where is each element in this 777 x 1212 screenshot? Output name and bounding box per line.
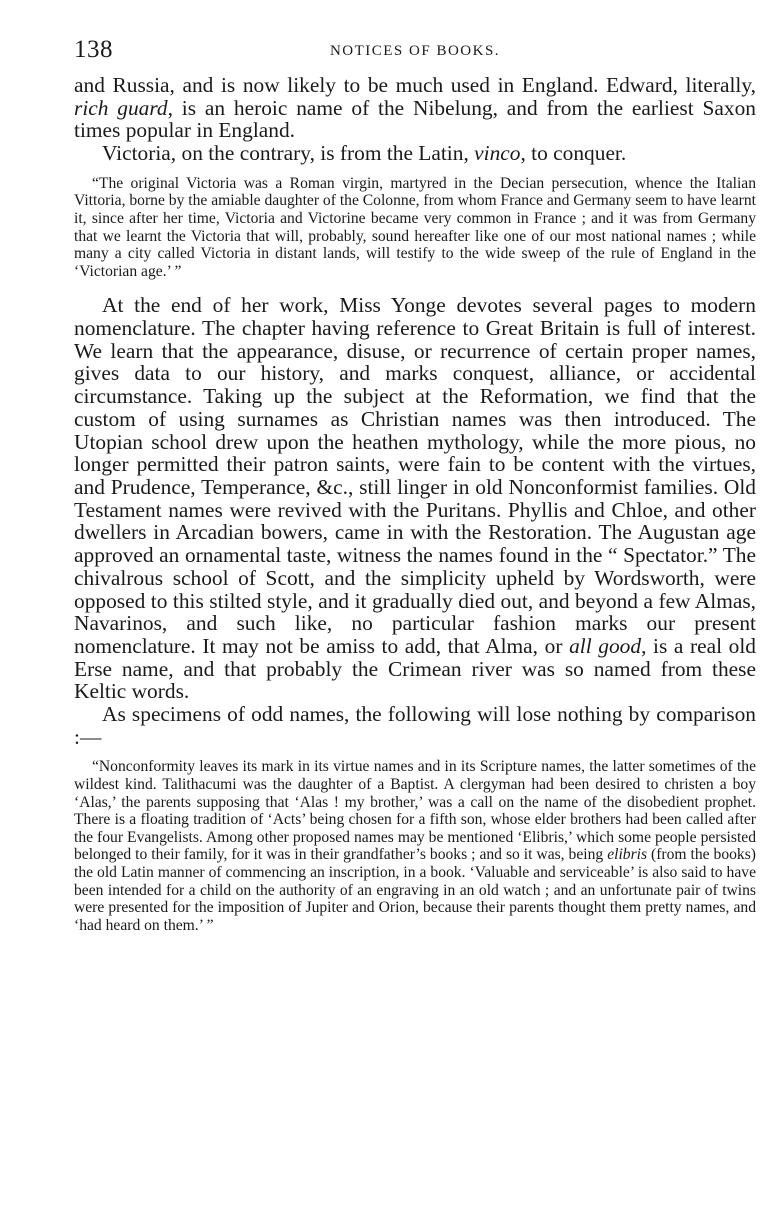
paragraph-odd-names: As specimens of odd names, the following will lose nothing by comparison :—	[74, 702, 756, 749]
book-page	[74, 36, 756, 946]
running-title: NOTICES OF BOOKS.	[329, 43, 501, 59]
running-head	[74, 36, 756, 66]
paragraph-nomenclature: At the end of her work, Miss Yonge devotes several pages to modern nomenclature. The chapter having reference to Great Britain is full of interest. We learn that the appearance, disuse, or recurrence of certain proper names, gives data to our history, and marks conquest, alliance, or accidental circumstance. Taking up the subject at the Reformation, we find that the custom of using surnames as Christian names was then introduced. The Utopian school drew upon the heathen mythology, while the more pious, no longer permitted their patron saints, were fain to be content with the virtues, and Prudence, Temperance, &c., still linger in old Nonconformist families. Old Testament names were revived with the Puritans. Phyllis and Chloe, and other dwellers in Arcadian bowers, came in with the Restoration. The Augustan age approved an ornamental taste, witness the names found in the “ Spectator.” The chivalrous school of Scott, and the simplicity upheld by Wordsworth, were opposed to this stilted style, and it gradually died out, and beyond a few Almas, Navarinos, and such like, no particular fashion marks our present nomenclature. It may not be amiss to add, that Alma, or all good, is a real old Erse name, and that probably the Crimean river was so named from these Keltic words.	[74, 293, 757, 704]
paragraph-russia-edward: and Russia, and is now likely to be much used in England. Edward, literally, rich guard, is an heroic name of the Nibelung, and from the earliest Saxon times popular in England.	[74, 73, 756, 143]
paragraph-victoria: Victoria, on the contrary, is from the Latin, vinco, to conquer.	[102, 141, 627, 166]
italic-vinco: vinco	[474, 141, 521, 166]
italic-rich-guard: rich guard	[74, 95, 168, 120]
page-number: 138	[74, 36, 113, 63]
italic-all-good: all good	[569, 633, 642, 658]
italic-elibris: elibris	[607, 846, 648, 864]
block-quote-nonconformity: “Nonconformity leaves its mark in its virtue names and in its Scripture names, the latter sometimes of the wildest kind. Talithacumi was the daughter of a Baptist. A clergyman had been desired to christen a boy ‘Alas,’ the parents supposing that ‘Alas ! my brother,’ was a call on the name of the disobedient prophet. There is a floating tradition of ‘Acts’ being chosen for a fifth son, whose elder brothers had been called after the four Evangelists. Among other proposed names may be mentioned ‘Elibris,’ which some people persisted belonged to their family, for it was in their grandfather’s books ; and so it was, being elibris (from the books) the old Latin manner of commencing an inscription, in a book. ‘Valuable and serviceable’ is also said to have been intended for a child on the authority of an engraving in an old watch ; and an unfortunate pair of twins were presented for the imposition of Jupiter and Orion, because their parents thought them pretty names, and ‘had heard on them.’ ”	[74, 758, 756, 934]
block-quote-victoria: “The original Victoria was a Roman virgin, martyred in the Decian persecution, whence the Italian Vittoria, borne by the amiable daughter of the Colonne, from whom France and Germany seem to have learnt it, since after her time, Victoria and Victorine became very common in France ; and it was from Germany that we learnt the Victoria that will, probably, sound hereafter like one of our most national names ; while many a city called Victoria in distant lands, will testify to the wide sweep of the rule of England in the ‘Victorian age.’ ”	[74, 174, 756, 280]
